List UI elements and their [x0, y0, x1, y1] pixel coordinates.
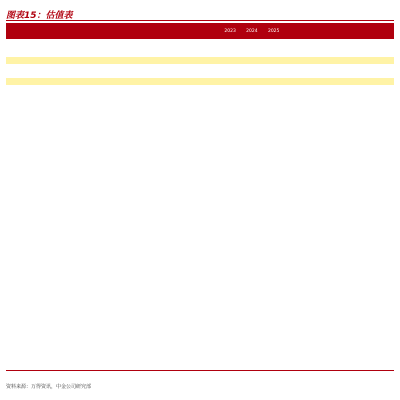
header-cell — [86, 23, 106, 39]
footer — [6, 370, 394, 392]
table-cell — [72, 82, 86, 86]
table-body — [6, 39, 394, 85]
table-cell — [197, 82, 219, 86]
table-header — [6, 23, 394, 39]
header-cell — [72, 23, 86, 39]
header-cell — [132, 23, 154, 39]
subtotal-row — [6, 82, 394, 86]
table-cell — [306, 82, 328, 86]
header-cell — [176, 23, 198, 39]
header-cell — [154, 23, 176, 39]
header-cell — [306, 23, 328, 39]
table-cell — [350, 82, 372, 86]
valuation-table — [6, 23, 394, 85]
table-cell — [40, 82, 72, 86]
table-cell — [372, 82, 394, 86]
table-cell — [285, 82, 307, 86]
header-cell — [350, 23, 372, 39]
table-cell — [132, 82, 154, 86]
table-cell — [263, 82, 285, 86]
table-cell — [176, 82, 198, 86]
table-cell — [6, 82, 40, 86]
header-cell — [106, 23, 132, 39]
title-row — [6, 8, 394, 21]
header-cell — [6, 23, 40, 39]
header-cell — [197, 23, 219, 39]
table-cell — [328, 82, 350, 86]
header-cell: 2023 — [224, 28, 236, 34]
header-cell — [328, 23, 350, 39]
header-cell: 2024 — [246, 28, 258, 34]
table-cell — [241, 82, 263, 86]
source-note: 资料来源：万得资讯，中金公司研究部 — [6, 384, 92, 390]
page-title: 图表15：估值表 — [6, 10, 73, 21]
table-cell — [106, 82, 132, 86]
table-cell — [154, 82, 176, 86]
header-cell — [285, 23, 307, 39]
table-cell — [219, 82, 241, 86]
header-cell: 2025 — [267, 28, 280, 34]
table-cell — [86, 82, 106, 86]
header-cell — [372, 23, 394, 39]
header-cell — [40, 23, 72, 39]
